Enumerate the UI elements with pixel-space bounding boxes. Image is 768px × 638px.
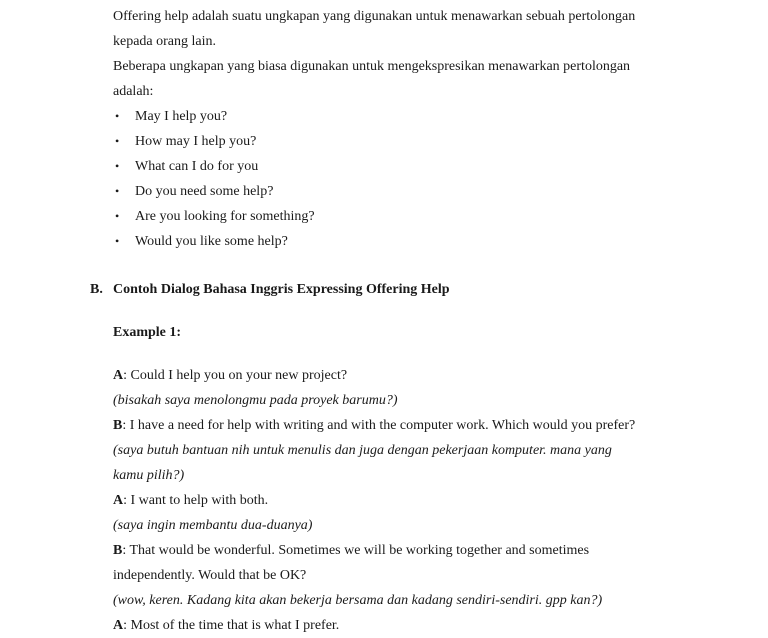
bullet-icon: • <box>115 184 120 198</box>
intro-section <box>113 4 713 254</box>
list-item: • Do you need some help? <box>113 179 713 204</box>
bullet-icon: • <box>115 134 120 148</box>
list-item: • Would you like some help? <box>113 229 713 254</box>
list-item: • What can I do for you <box>113 154 713 179</box>
dialog-line-a1: A: Could I help you on your new project? <box>113 368 348 383</box>
list-item: • How may I help you? <box>113 129 713 154</box>
dialog-line-a2: A: I want to help with both. <box>113 493 269 508</box>
bullet-icon: • <box>115 234 120 248</box>
dialog-translation-a1: (bisakah saya menolongmu pada proyek barumu?) <box>113 393 398 408</box>
section-letter: B. <box>90 282 103 297</box>
dialog-translation-b1-line-2: kamu pilih?) <box>113 468 185 483</box>
dialog-line-b2: B: That would be wonderful. Sometimes we will be working together and sometimes <box>113 543 590 558</box>
dialog-line-b1: B: I have a need for help with writing and with the computer work. Which would you prefer? <box>113 418 636 433</box>
dialog-line-a3: A: Most of the time that is what I prefer. <box>113 618 340 633</box>
example-title: Example 1: <box>113 325 182 340</box>
dialog-line-b2-cont: independently. Would that be OK? <box>113 568 307 583</box>
expressions-list <box>113 104 713 254</box>
section-title: Contoh Dialog Bahasa Inggris Expressing Offering Help <box>113 282 450 297</box>
expressions-intro-line-1: Beberapa ungkapan yang biasa digunakan untuk mengekspresikan menawarkan pertolongan <box>113 59 631 74</box>
expressions-intro-line-2: adalah: <box>113 84 154 99</box>
dialog-translation-b2: (wow, keren. Kadang kita akan bekerja bersama dan kadang sendiri-sendiri. gpp kan?) <box>113 593 603 608</box>
dialog-translation-b1-line-1: (saya butuh bantuan nih untuk menulis dan juga dengan pekerjaan komputer. mana yang <box>113 443 612 458</box>
definition-line-1: Offering help adalah suatu ungkapan yang digunakan untuk menawarkan sebuah pertolongan <box>113 9 636 24</box>
bullet-icon: • <box>115 109 120 123</box>
list-item: • May I help you? <box>113 104 713 129</box>
bullet-icon: • <box>115 159 120 173</box>
dialog-section <box>113 363 713 638</box>
bullet-icon: • <box>115 209 120 223</box>
dialog-translation-a2: (saya ingin membantu dua-duanya) <box>113 518 313 533</box>
list-item: • Are you looking for something? <box>113 204 713 229</box>
section-heading <box>90 277 450 302</box>
definition-line-2: kepada orang lain. <box>113 34 217 49</box>
